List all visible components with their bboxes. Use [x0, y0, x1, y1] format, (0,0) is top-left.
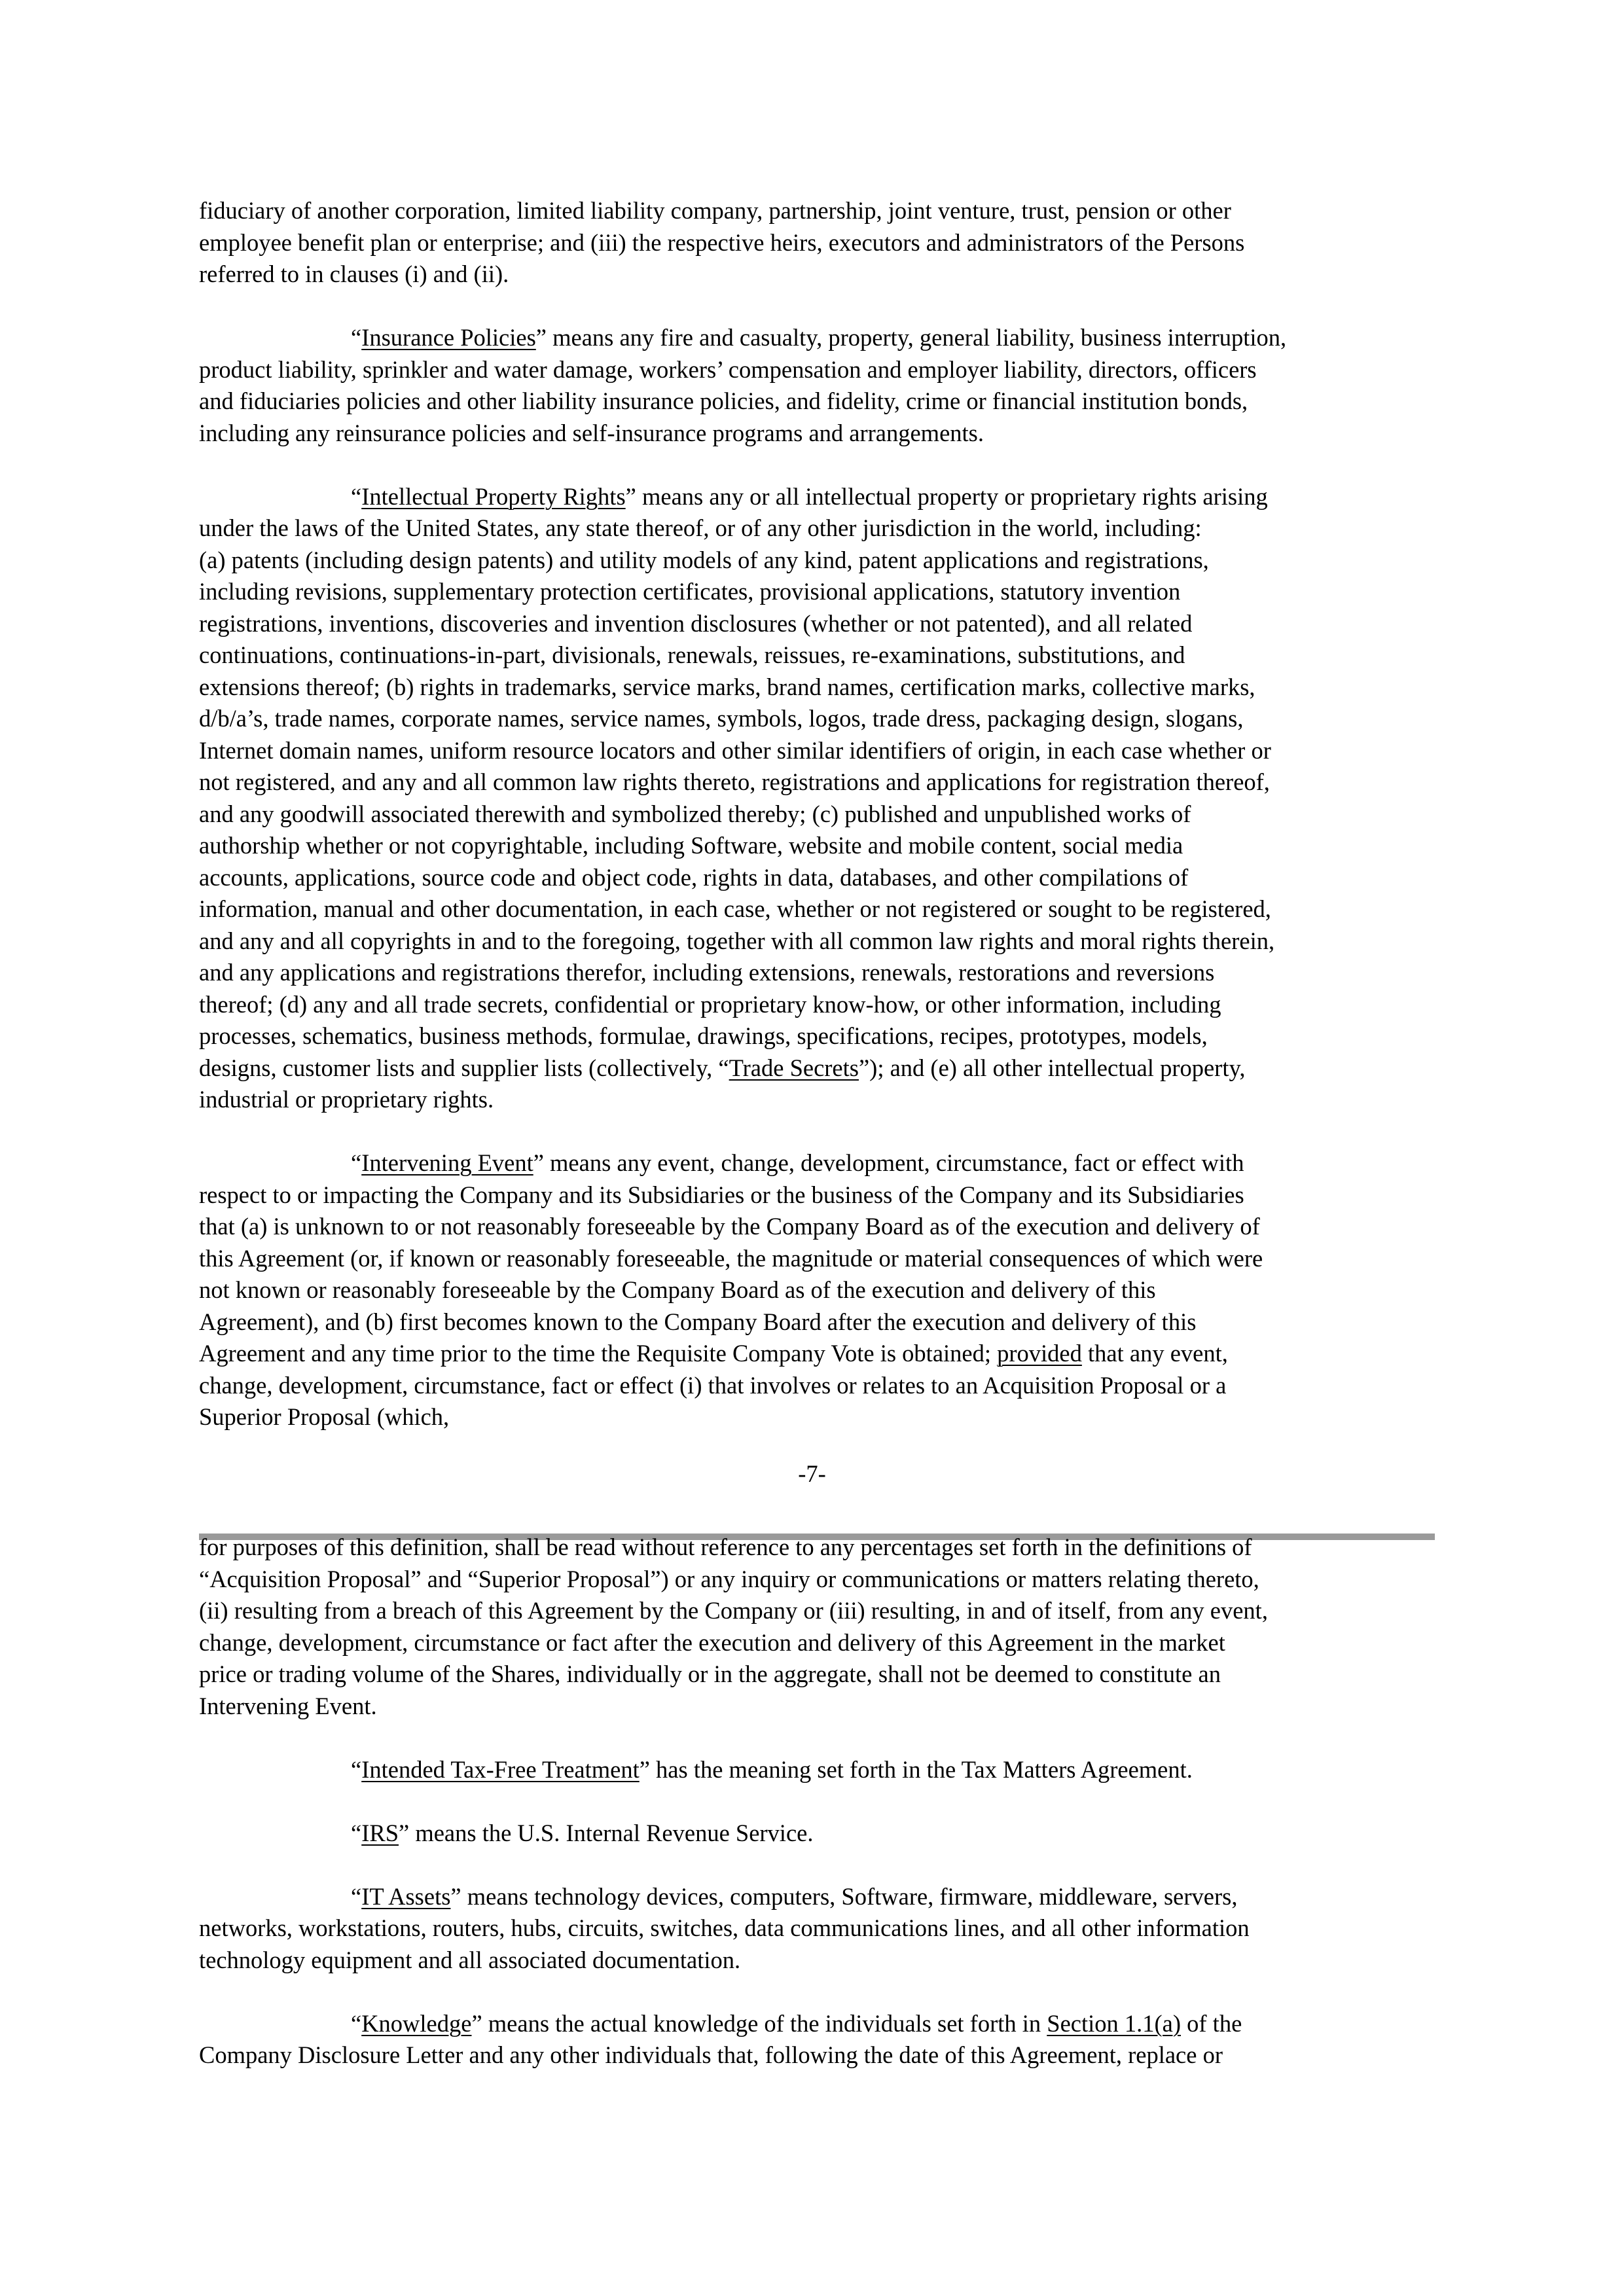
text-line: Intervening Event. [199, 1692, 377, 1719]
page-number: -7- [798, 1460, 826, 1487]
document-page-top [199, 195, 1436, 1433]
defined-term: Knowledge [361, 2009, 472, 2037]
text-line: continuations, continuations-in-part, divisionals, renewals, reissues, re-examinations, substitutions, and [199, 641, 1185, 668]
text-line: under the laws of the United States, any state thereof, or of any other jurisdiction in the world, including: [199, 514, 1202, 541]
text-line: Agreement), and (b) first becomes known to the Company Board after the execution and delivery of this [199, 1308, 1197, 1335]
text-line: “Acquisition Proposal” and “Superior Proposal”) or any inquiry or communications or matters relating thereto, [199, 1565, 1259, 1592]
text-line: fiduciary of another corporation, limited liability company, partnership, joint venture, trust, pension or other [199, 197, 1231, 224]
definition-first-line [199, 2008, 1436, 2040]
definition-it-assets [199, 1881, 1436, 1977]
paragraph-gap [199, 1976, 1436, 2008]
text-line: extensions thereof; (b) rights in trademarks, service marks, brand names, certification marks, collective marks, [199, 673, 1255, 700]
open-quote: “ [351, 324, 362, 351]
text-line: (ii) resulting from a breach of this Agreement by the Company or (iii) resulting, in and of itself, from any event, [199, 1597, 1268, 1624]
definition-text: ”); and (e) all other intellectual property, [858, 1054, 1246, 1081]
text-line: this Agreement (or, if known or reasonably foreseeable, the magnitude or material consequences of which were [199, 1244, 1263, 1272]
text-line: information, manual and other documentation, in each case, whether or not registered or sought to be registered, [199, 895, 1271, 922]
text-line: respect to or impacting the Company and its Subsidiaries or the business of the Company and its Subsidiaries [199, 1181, 1244, 1208]
text-line: and any and all copyrights in and to the foregoing, together with all common law rights and moral rights therein, [199, 927, 1275, 954]
paragraph-gap [199, 1722, 1436, 1754]
text-line: d/b/a’s, trade names, corporate names, service names, symbols, logos, trade dress, packaging design, slogans, [199, 705, 1244, 732]
open-quote: “ [351, 1819, 362, 1846]
paragraph-gap [199, 1849, 1436, 1881]
continuation-paragraph [199, 195, 1436, 291]
text-line: Company Disclosure Letter and any other individuals that, following the date of this Agreement, replace or [199, 2041, 1223, 2068]
definition-text: of the [1181, 2009, 1242, 2037]
defined-term: Trade Secrets [729, 1054, 859, 1081]
paragraph-gap [199, 291, 1436, 323]
definition-first-line [199, 322, 1436, 354]
text-line: authorship whether or not copyrightable, including Software, website and mobile content, social media [199, 832, 1183, 859]
definition-text: that any event, [1081, 1340, 1228, 1367]
open-quote: “ [351, 1882, 362, 1910]
document-page-bottom [199, 1532, 1436, 2072]
text-line: and fiduciaries policies and other liability insurance policies, and fidelity, crime or financial institution bonds, [199, 387, 1248, 414]
continuation-paragraph [199, 1532, 1436, 1722]
text-line: including any reinsurance policies and self-insurance programs and arrangements. [199, 419, 984, 446]
open-quote: “ [351, 2009, 362, 2037]
text-line: not registered, and any and all common law rights thereto, registrations and applications for registration thereof, [199, 768, 1270, 795]
definition-first-line [199, 481, 1436, 513]
definition-text: ” has the meaning set forth in the Tax Matters Agreement. [639, 1755, 1193, 1783]
text-line: change, development, circumstance, fact or effect (i) that involves or relates to an Acquisition Proposal or a [199, 1371, 1227, 1399]
definition-first-line [199, 1147, 1436, 1179]
provided-line [199, 1338, 1436, 1370]
text-line: industrial or proprietary rights. [199, 1086, 494, 1113]
definition-text: designs, customer lists and supplier lists (collectively, “ [199, 1054, 729, 1081]
definition-insurance-policies [199, 322, 1436, 449]
definition-text: ” means any fire and casualty, property, general liability, business interruption, [535, 324, 1287, 351]
open-quote: “ [351, 1149, 362, 1176]
definition-intervening-event [199, 1147, 1436, 1433]
open-quote: “ [351, 482, 362, 510]
text-line: including revisions, supplementary protection certificates, provisional applications, statutory invention [199, 578, 1181, 605]
definition-text: ” means any or all intellectual property or proprietary rights arising [625, 482, 1268, 510]
text-line: Superior Proposal (which, [199, 1403, 450, 1430]
definition-text: ” means the actual knowledge of the individuals set forth in [471, 2009, 1047, 2037]
open-quote: “ [351, 1755, 362, 1783]
defined-term: Intended Tax-Free Treatment [361, 1755, 640, 1783]
section-reference-link[interactable]: Section 1.1(a) [1047, 2009, 1182, 2037]
definition-text: ” means technology devices, computers, Software, firmware, middleware, servers, [450, 1882, 1238, 1910]
text-line: and any goodwill associated therewith and symbolized thereby; (c) published and unpublished works of [199, 800, 1191, 827]
defined-term: Intellectual Property Rights [361, 482, 626, 510]
text-line: processes, schematics, business methods, formulae, drawings, specifications, recipes, prototypes, models, [199, 1022, 1208, 1049]
text-line: referred to in clauses (i) and (ii). [199, 260, 509, 287]
definition-knowledge [199, 2008, 1436, 2072]
text-line: Internet domain names, uniform resource locators and other similar identifiers of origin, in each case whether or [199, 736, 1271, 764]
paragraph-gap [199, 449, 1436, 481]
emphasized-term: provided [997, 1340, 1082, 1367]
definition-first-line [199, 1881, 1436, 1913]
text-line: not known or reasonably foreseeable by the Company Board as of the execution and delivery of this [199, 1276, 1156, 1303]
text-line: (a) patents (including design patents) and utility models of any kind, patent applications and registrations, [199, 546, 1209, 573]
defined-term: Intervening Event [361, 1149, 533, 1176]
definition-text: ” means any event, change, development, circumstance, fact or effect with [533, 1149, 1244, 1176]
paragraph-gap [199, 1116, 1436, 1148]
text-line: and any applications and registrations therefor, including extensions, renewals, restorations and reversions [199, 959, 1215, 986]
definition-text: Agreement and any time prior to the time the Requisite Company Vote is obtained; [199, 1340, 998, 1367]
text-line: for purposes of this definition, shall be read without reference to any percentages set forth in the definitions of [199, 1534, 1252, 1560]
definition-first-line [199, 1754, 1436, 1786]
text-line: thereof; (d) any and all trade secrets, confidential or proprietary know-how, or other information, including [199, 990, 1221, 1018]
definition-intellectual-property-rights [199, 481, 1436, 1116]
paragraph-gap [199, 1785, 1436, 1818]
definition-intended-tax-free-treatment [199, 1754, 1436, 1786]
text-line: price or trading volume of the Shares, individually or in the aggregate, shall not be deemed to constitute an [199, 1660, 1221, 1687]
text-line: registrations, inventions, discoveries and invention disclosures (whether or not patented), and all related [199, 609, 1193, 637]
text-line: that (a) is unknown to or not reasonably foreseeable by the Company Board as of the execution and delivery of [199, 1213, 1260, 1240]
text-line: employee benefit plan or enterprise; and (iii) the respective heirs, executors and administrators of the Persons [199, 228, 1245, 256]
definition-first-line [199, 1818, 1436, 1850]
defined-term: Insurance Policies [361, 324, 536, 351]
text-line: product liability, sprinkler and water damage, workers’ compensation and employer liability, directors, officers [199, 355, 1257, 383]
text-line: technology equipment and all associated documentation. [199, 1946, 741, 1973]
text-line: accounts, applications, source code and object code, rights in data, databases, and other compilations of [199, 863, 1189, 891]
text-line: change, development, circumstance or fact after the execution and delivery of this Agreement in the market [199, 1628, 1225, 1656]
definition-text: ” means the U.S. Internal Revenue Service. [399, 1819, 814, 1846]
trade-secrets-line [199, 1052, 1436, 1085]
text-line: networks, workstations, routers, hubs, circuits, switches, data communications lines, and all other information [199, 1914, 1250, 1941]
defined-term: IT Assets [361, 1882, 451, 1910]
definition-irs [199, 1818, 1436, 1850]
defined-term: IRS [361, 1819, 399, 1846]
